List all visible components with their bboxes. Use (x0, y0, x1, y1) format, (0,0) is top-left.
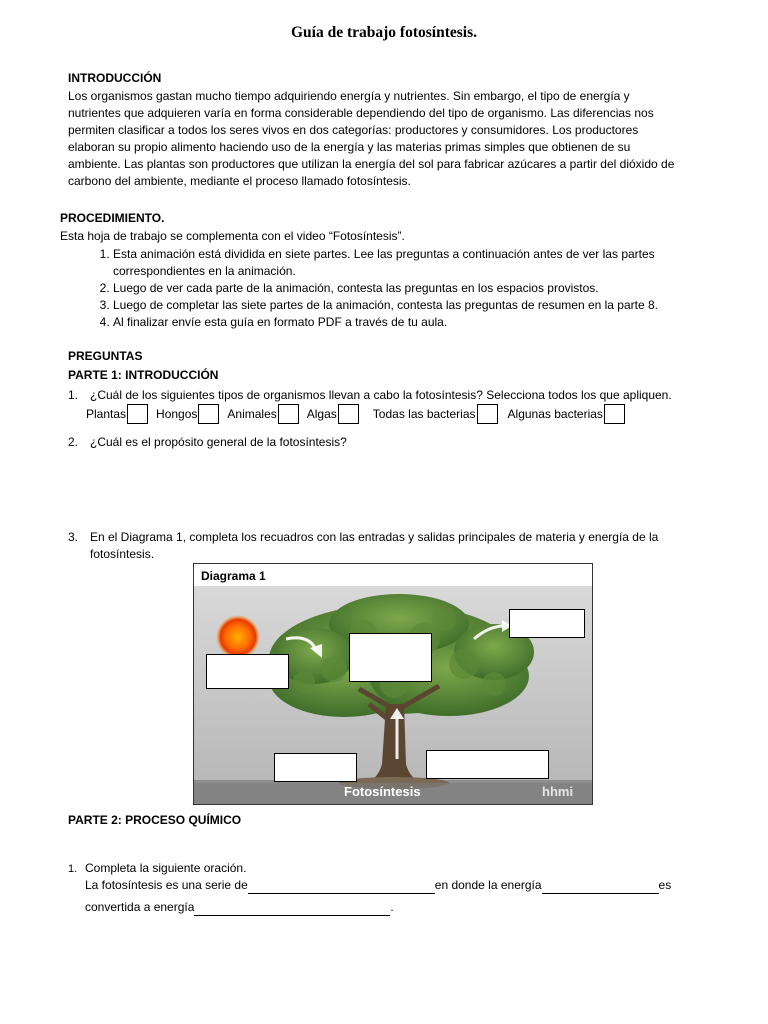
answer-box-input-right[interactable] (426, 750, 549, 779)
questions-heading: PREGUNTAS (68, 349, 143, 363)
answer-box-light-energy[interactable] (206, 654, 289, 689)
intro-paragraph (68, 88, 708, 190)
question-1 (68, 387, 672, 404)
option-hongos[interactable] (156, 404, 219, 424)
option-label: Algas (306, 407, 337, 421)
sentence-line-1 (85, 877, 671, 894)
question-text: Completa la siguiente oración. (85, 861, 247, 875)
checkbox[interactable] (604, 404, 625, 424)
intro-line: ambiente. Las plantas son productores que utilizan la energía del sol para fabricar azúcares a partir del dióxido de (68, 157, 675, 171)
option-label: Plantas (86, 407, 127, 421)
procedure-step: 1. Esta animación está dividida en siete partes. Lee las preguntas a continuación antes de ver las partes correspondientes en la animación. (113, 246, 713, 280)
hhmi-logo: hhmi (542, 784, 574, 799)
checkbox[interactable] (338, 404, 359, 424)
intro-line: nutrientes que adquieren varía en forma considerable dependiendo del tipo de organismo. Las diferencias nos (68, 106, 654, 120)
diagram-title: Diagrama 1 (201, 569, 266, 583)
question-number: 1. (68, 863, 78, 875)
sentence-text: . (390, 900, 394, 914)
question-text: ¿Cuál es el propósito general de la fotosíntesis? (90, 435, 347, 449)
answer-box-input-left[interactable] (274, 753, 357, 782)
sentence-text: es (658, 878, 672, 892)
option-label: Algunas bacterias (507, 407, 603, 421)
question-text: ¿Cuál de los siguientes tipos de organismos llevan a cabo la fotosíntesis? Selecciona todos los que apliquen. (90, 388, 672, 402)
question-number: 1. (68, 388, 79, 402)
checkbox[interactable] (477, 404, 498, 424)
procedure-steps (80, 246, 713, 331)
procedure-lead: Esta hoja de trabajo se complementa con el video “Fotosíntesis”. (60, 229, 405, 243)
part2-question-1 (68, 860, 246, 878)
procedure-heading: PROCEDIMIENTO. (60, 211, 165, 225)
intro-heading: INTRODUCCIÓN (68, 71, 162, 85)
answer-box-leaf[interactable] (349, 633, 432, 682)
sentence-line-2 (85, 899, 394, 916)
checkbox[interactable] (278, 404, 299, 424)
q1-options (86, 404, 633, 424)
option-label: Hongos (156, 407, 198, 421)
sun-icon (216, 615, 260, 659)
intro-line: carbono del ambiente, mediante el proceso llamado fotosíntesis. (68, 174, 411, 188)
sentence-text: La fotosíntesis es una serie de (85, 878, 248, 892)
sentence-text: convertida a energía (85, 900, 195, 914)
diagram-1 (193, 563, 593, 805)
option-todas-bacterias[interactable] (373, 404, 498, 424)
question-2 (68, 434, 347, 451)
blank-field[interactable] (248, 880, 435, 894)
diagram-caption: Fotosíntesis (344, 784, 421, 799)
question-number: 2. (68, 435, 79, 449)
question-3 (68, 529, 658, 546)
intro-line: Los organismos gastan mucho tiempo adquiriendo energía y nutrientes. Sin embargo, el tipo de energía y (68, 89, 630, 103)
question-text: En el Diagrama 1, completa los recuadros con las entradas y salidas principales de materia y energía de la (90, 530, 659, 544)
option-algunas-bacterias[interactable] (508, 404, 625, 424)
part2-heading: PARTE 2: PROCESO QUÍMICO (68, 813, 242, 827)
blank-field[interactable] (542, 880, 659, 894)
procedure-step: 2. Luego de ver cada parte de la animación, contesta las preguntas en los espacios provistos. (113, 280, 713, 297)
option-animales[interactable] (227, 404, 298, 424)
checkbox[interactable] (127, 404, 148, 424)
procedure-step: 4. Al finalizar envíe esta guía en formato PDF a través de tu aula. (113, 314, 713, 331)
checkbox[interactable] (198, 404, 219, 424)
intro-line: elaboran su propio alimento haciendo uso de la energía y las materias primas simples que obtienen de su (68, 140, 631, 154)
sentence-text: en donde la energía (434, 878, 542, 892)
answer-box-output[interactable] (509, 609, 585, 638)
part1-heading: PARTE 1: INTRODUCCIÓN (68, 368, 219, 382)
option-label: Todas las bacterias (372, 407, 476, 421)
question-number: 3. (68, 530, 79, 544)
blank-field[interactable] (194, 902, 390, 916)
procedure-step: 3. Luego de completar las siete partes de la animación, contesta las preguntas de resumen en la parte 8. (113, 297, 713, 314)
option-algas[interactable] (307, 404, 359, 424)
question-3-continued: fotosíntesis. (90, 547, 155, 561)
option-label: Animales (227, 407, 277, 421)
page-title: Guía de trabajo fotosíntesis. (291, 24, 477, 41)
intro-line: permiten clasificar a todos los seres vivos en dos categorías: productores y consumidores. Los productores (68, 123, 639, 137)
option-plantas[interactable] (86, 404, 148, 424)
